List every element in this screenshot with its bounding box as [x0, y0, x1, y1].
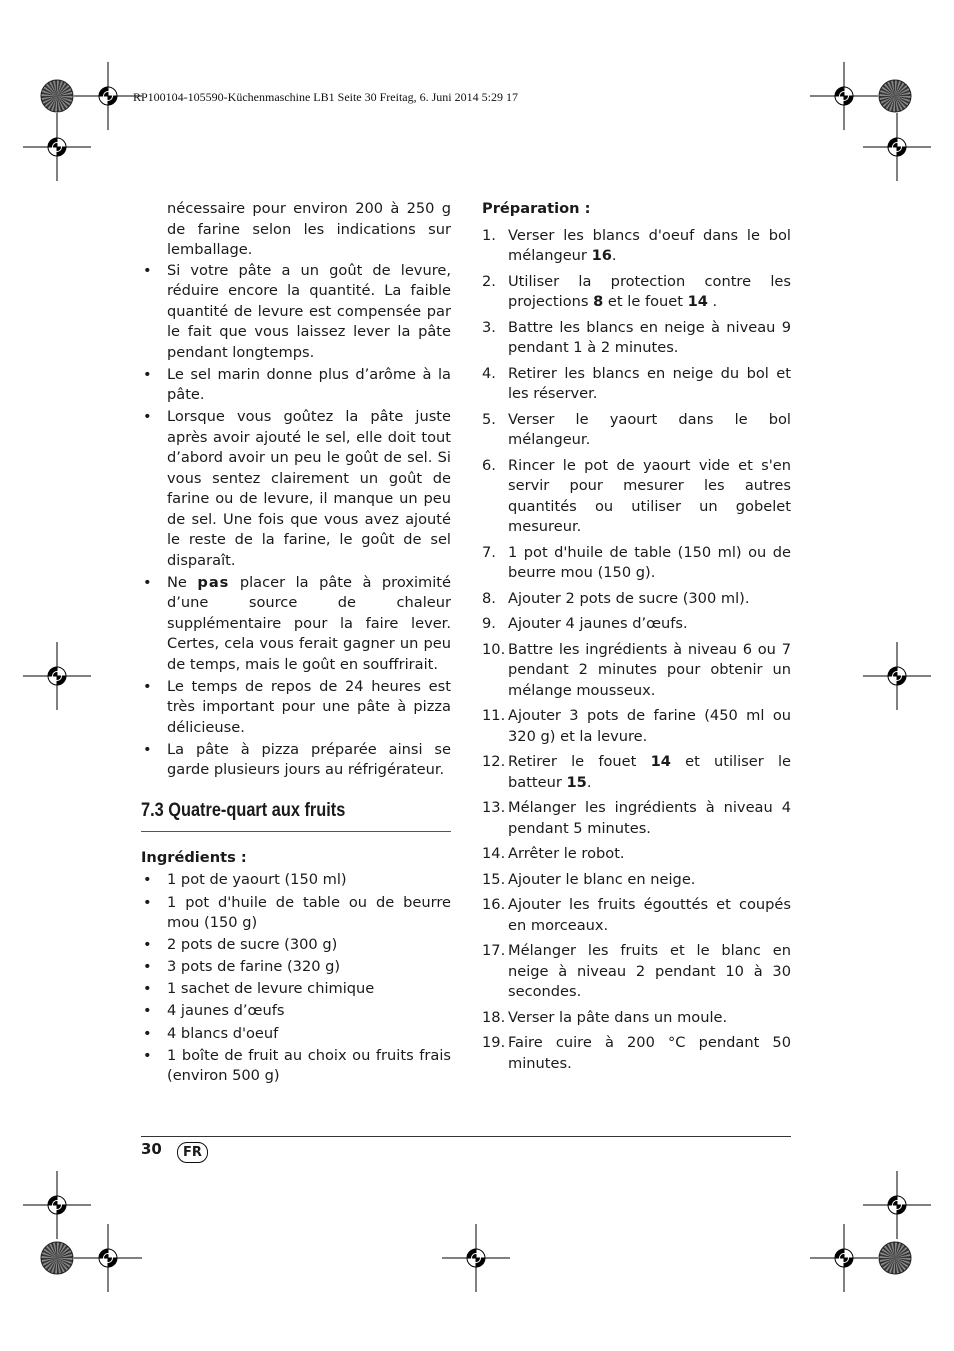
preparation-steps: [482, 226, 791, 1075]
bullet-icon: •: [143, 871, 152, 889]
bullet-icon: •: [143, 980, 152, 998]
preparation-step: [482, 410, 791, 451]
bullet-icon: •: [143, 573, 152, 591]
step-number: 16.: [482, 896, 506, 913]
ingredient-text: 4 jaunes d’œufs: [167, 1002, 285, 1020]
ingredient-text: 1 boîte de fruit au choix ou fruits frais (environ 500 g): [167, 1046, 451, 1085]
footer-rule: [141, 1136, 791, 1137]
step-text: Retirer les blancs en neige du bol et les réserver.: [508, 364, 791, 402]
preparation-step: [482, 589, 791, 610]
ingredients-list: [141, 870, 451, 1086]
registration-crosshair-icon: [73, 1223, 143, 1293]
page-number: 30: [141, 1140, 162, 1158]
bullet-icon: •: [143, 677, 152, 695]
tips-list: [141, 261, 451, 781]
step-text: .: [586, 773, 592, 791]
preparation-step: [482, 272, 791, 313]
step-text: Faire cuire à 200 °C pendant 50 minutes.: [508, 1034, 791, 1072]
preparation-step: [482, 318, 791, 359]
step-reference: 8: [593, 293, 604, 310]
step-text: Ajouter les fruits égouttés et coupés en morceaux.: [508, 896, 791, 934]
step-text: et utiliser le batteur: [508, 753, 791, 791]
step-number: 4.: [482, 364, 496, 382]
step-text: Ajouter 3 pots de farine (450 ml ou 320 g) et la levure.: [508, 707, 791, 745]
step-text: Battre les ingrédients à niveau 6 ou 7 pendant 2 minutes pour obtenir un mélange mousseux.: [508, 640, 791, 699]
bullet-icon: •: [143, 958, 152, 976]
registration-crosshair-icon: [809, 1223, 879, 1293]
ingredients-heading: Ingrédients :: [141, 848, 247, 866]
tip-text: Lorsque vous goûtez la pâte juste après avoir ajouté le sel, elle doit tout d’abord avoir un peu le goût de sel. Si vous sentez clairement un goût de farine ou de levure, il manque un peu de sel. Une fois que vous avez ajouté le reste de la farine, le goût de sel disparaît.: [167, 408, 451, 569]
step-reference: 14: [650, 753, 671, 770]
tip-item: [141, 365, 451, 406]
step-reference: 14: [687, 293, 708, 310]
step-number: 10.: [482, 640, 506, 658]
registration-crosshair-icon: [22, 112, 92, 182]
step-number: 3.: [482, 318, 496, 336]
step-text: Mélanger les ingrédients à niveau 4 pendant 5 minutes.: [508, 799, 791, 837]
section-heading: [141, 799, 451, 832]
tip-item: [141, 677, 451, 739]
step-number: 2.: [482, 272, 496, 290]
preparation-step: [482, 941, 791, 1003]
step-number: 7.: [482, 543, 496, 561]
step-number: 15.: [482, 870, 506, 888]
bullet-icon: •: [143, 261, 152, 279]
tip-item: [141, 407, 451, 571]
step-number: 14.: [482, 845, 506, 862]
step-text: Utiliser la protection contre les projections: [508, 272, 791, 310]
preparation-step: [482, 1033, 791, 1074]
step-text: Rincer le pot de yaourt vide et s'en servir pour mesurer les autres quantités ou utiliser un gobelet mesureur.: [508, 456, 791, 535]
bullet-icon: •: [143, 1046, 152, 1064]
preparation-step: [482, 456, 791, 538]
step-number: 12.: [482, 753, 506, 770]
bullet-icon: •: [143, 1002, 152, 1020]
ingredient-item: [141, 1046, 451, 1087]
preparation-step: [482, 895, 791, 936]
bullet-icon: •: [143, 365, 152, 383]
step-text: .: [707, 293, 718, 310]
bullet-icon: •: [143, 936, 152, 954]
step-text: Ajouter 2 pots de sucre (300 ml).: [508, 589, 750, 607]
print-header: RP100104-105590-Küchenmaschine LB1 Seite 30 Freitag, 6. Juni 2014 5:29 17: [133, 90, 518, 104]
step-number: 6.: [482, 456, 496, 474]
color-rosette-icon: [40, 1241, 74, 1275]
registration-crosshair-icon: [862, 641, 932, 711]
ingredient-text: 3 pots de farine (320 g): [167, 958, 341, 976]
intro-paragraph: nécessaire pour environ 200 à 250 g de farine selon les indications sur lemballage.: [167, 200, 451, 258]
step-text: .: [611, 247, 617, 264]
tip-text: Le temps de repos de 24 heures est très important pour une pâte à pizza délicieuse.: [167, 677, 451, 736]
ingredient-text: 1 sachet de levure chimique: [167, 980, 375, 998]
ingredient-text: 4 blancs d'oeuf: [167, 1024, 279, 1042]
tip-text: Le sel marin donne plus d’arôme à la pâte.: [167, 365, 451, 404]
preparation-step: [482, 798, 791, 839]
ingredient-text: 1 pot de yaourt (150 ml): [167, 871, 347, 889]
preparation-step: [482, 844, 791, 865]
ingredient-item: [141, 870, 451, 891]
ingredient-item: [141, 893, 451, 934]
step-number: 11.: [482, 707, 506, 724]
step-text: Verser le yaourt dans le bol mélangeur.: [508, 410, 791, 448]
preparation-step: [482, 870, 791, 891]
preparation-step: [482, 226, 791, 267]
preparation-step: [482, 752, 791, 793]
ingredient-item: [141, 1024, 451, 1045]
step-text: et le fouet: [603, 293, 688, 310]
step-number: 8.: [482, 589, 496, 607]
registration-crosshair-icon: [441, 1223, 511, 1293]
ingredient-text: 1 pot d'huile de table ou de beurre mou (150 g): [167, 893, 451, 932]
preparation-heading: Préparation :: [482, 200, 591, 217]
color-rosette-icon: [878, 79, 912, 113]
step-number: 18.: [482, 1008, 506, 1026]
color-rosette-icon: [878, 1241, 912, 1275]
tip-text: Si votre pâte a un goût de levure, réduire encore la quantité. La faible quantité de levure est compensée par le fait que vous laissez lever la pâte pendant longtemps.: [167, 261, 451, 361]
step-reference: 16: [591, 247, 612, 264]
tip-emphasis: pas: [197, 573, 230, 591]
tip-item: [141, 740, 451, 781]
tip-text: Ne: [167, 573, 198, 591]
tip-text: placer la pâte à proximité d’une source de chaleur supplémentaire pour la faire lever. Certes, cela vous ferait gagner un peu de temps, mais le goût en souffrirait.: [167, 573, 451, 673]
ingredient-item: [141, 1001, 451, 1022]
step-number: 9.: [482, 615, 496, 632]
preparation-step: [482, 1008, 791, 1029]
ingredient-item: [141, 957, 451, 978]
step-number: 19.: [482, 1034, 506, 1051]
step-text: Arrêter le robot.: [508, 845, 625, 862]
bullet-icon: •: [143, 408, 152, 426]
step-text: Verser la pâte dans un moule.: [508, 1008, 728, 1026]
tip-item: [141, 261, 451, 364]
right-column: [482, 199, 791, 1079]
step-number: 1.: [482, 226, 496, 244]
step-text: Mélanger les fruits et le blanc en neige à niveau 2 pendant 10 à 30 secondes.: [508, 942, 791, 1000]
preparation-step: [482, 706, 791, 747]
bullet-icon: •: [143, 1024, 152, 1042]
preparation-step: [482, 543, 791, 584]
bullet-icon: •: [143, 740, 152, 758]
ingredient-text: 2 pots de sucre (300 g): [167, 936, 338, 954]
ingredient-item: [141, 935, 451, 956]
step-text: Ajouter le blanc en neige.: [508, 870, 696, 888]
ingredient-item: [141, 979, 451, 1000]
step-text: Verser les blancs d'oeuf dans le bol mélangeur: [508, 226, 791, 264]
step-text: Ajouter 4 jaunes d’œufs.: [508, 615, 688, 632]
registration-crosshair-icon: [862, 112, 932, 182]
step-number: 17.: [482, 942, 506, 959]
section-title: 7.3 Quatre-quart aux fruits: [141, 799, 346, 821]
registration-crosshair-icon: [22, 641, 92, 711]
step-number: 13.: [482, 799, 506, 816]
preparation-step: [482, 614, 791, 635]
step-text: Battre les blancs en neige à niveau 9 pendant 1 à 2 minutes.: [508, 318, 791, 356]
language-badge: FR: [177, 1142, 208, 1163]
step-text: 1 pot d'huile de table (150 ml) ou de beurre mou (150 g).: [508, 543, 791, 581]
step-number: 5.: [482, 410, 496, 428]
step-reference: 15: [566, 773, 587, 791]
bullet-icon: •: [143, 893, 152, 911]
color-rosette-icon: [40, 79, 74, 113]
tip-text: La pâte à pizza préparée ainsi se garde plusieurs jours au réfrigérateur.: [167, 740, 451, 779]
step-text: Retirer le fouet: [508, 753, 651, 770]
preparation-step: [482, 640, 791, 702]
tip-item: [141, 573, 451, 676]
left-column: [141, 199, 451, 1088]
preparation-step: [482, 364, 791, 405]
